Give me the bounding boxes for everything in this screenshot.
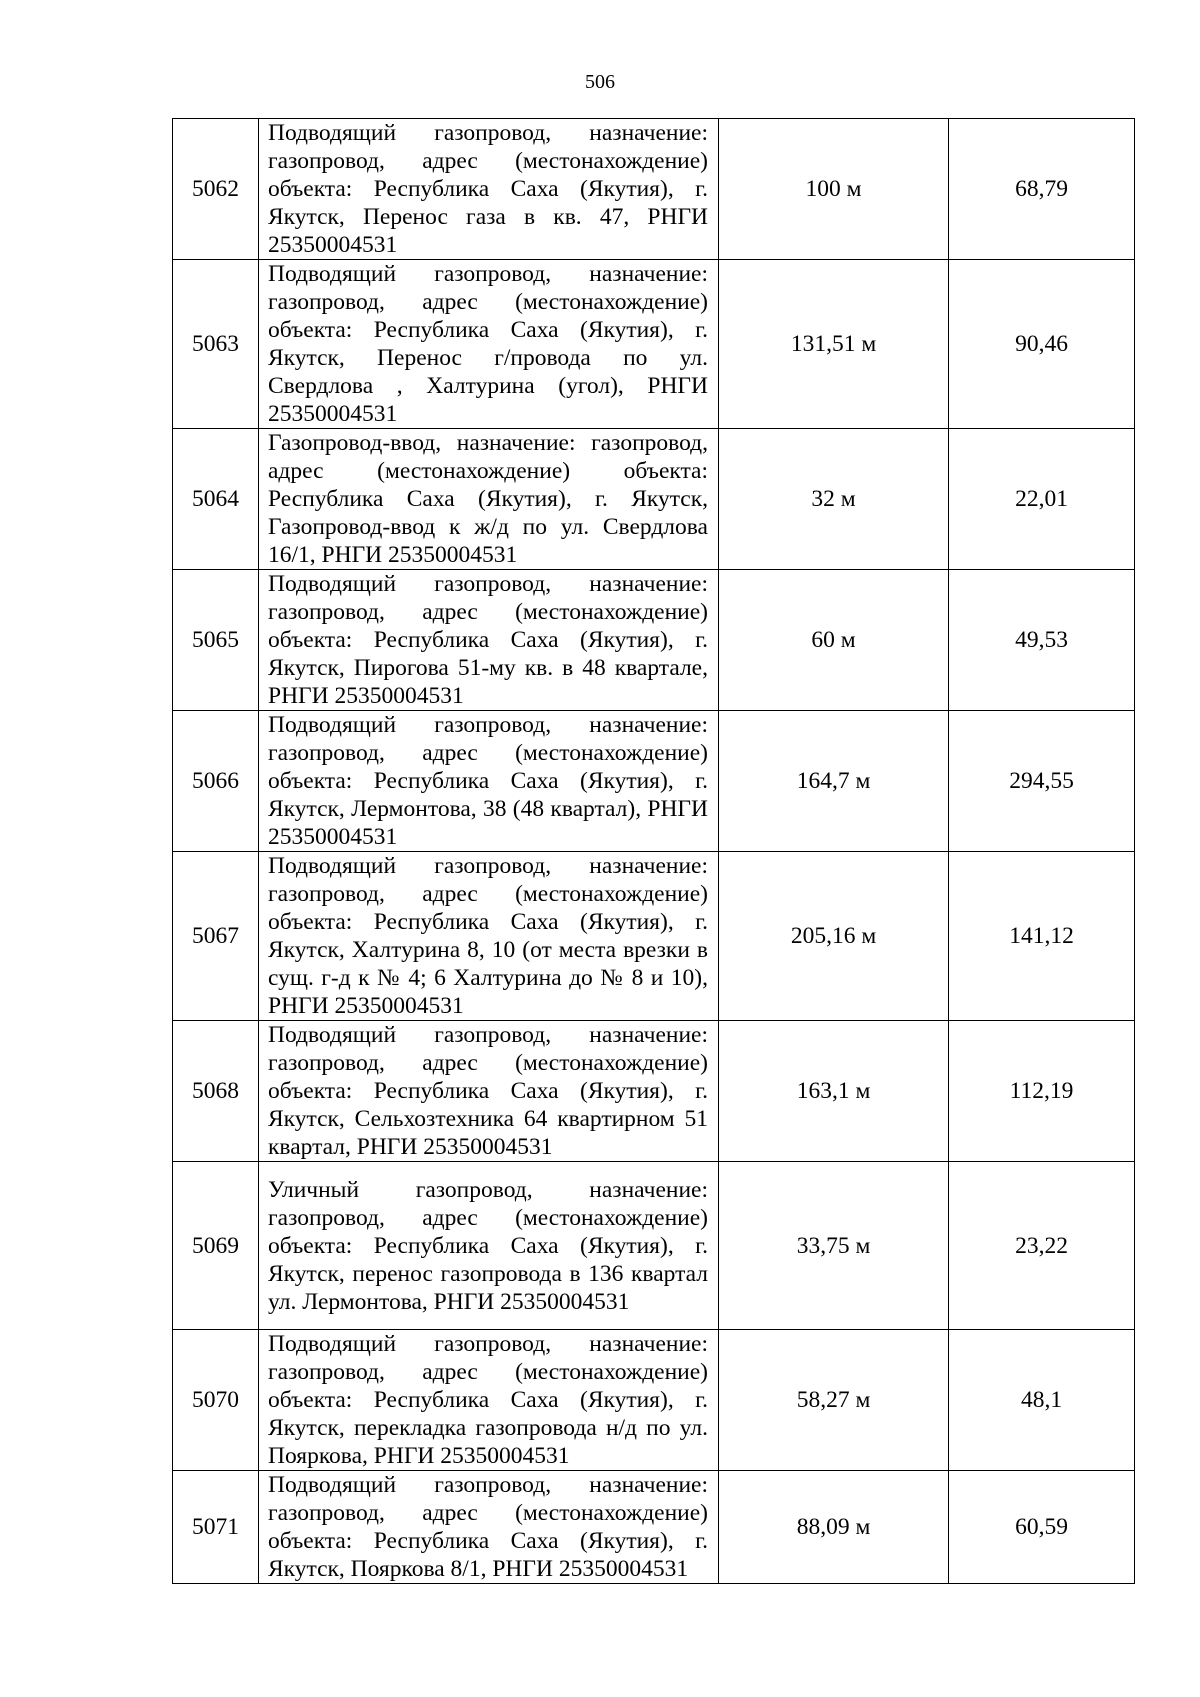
description-cell (259, 711, 719, 852)
description-text: Подводящий газопровод, назначение: газопровод, адрес (местонахождение) объекта: Республика Саха (Якутия), г. Якутск, Пирогова 51-му кв. в 48 квартале, РНГИ 25350004531 (268, 571, 708, 709)
length-cell: 58,27 м (719, 1330, 949, 1471)
row-number-cell: 5068 (173, 1021, 259, 1162)
length-cell: 60 м (719, 570, 949, 711)
description-text: Газопровод-ввод, назначение: газопровод, адрес (местонахождение) объекта: Республика Саха (Якутия), г. Якутск, Газопровод-ввод к ж/д по ул. Свердлова 16/1, РНГИ 25350004531 (268, 430, 708, 568)
description-cell (259, 852, 719, 1021)
value-cell: 22,01 (949, 429, 1135, 570)
description-cell (259, 429, 719, 570)
row-number-cell: 5062 (173, 119, 259, 260)
table-row (173, 1021, 1135, 1162)
table-row (173, 260, 1135, 429)
row-number-cell: 5071 (173, 1471, 259, 1584)
row-number-cell: 5067 (173, 852, 259, 1021)
length-cell: 205,16 м (719, 852, 949, 1021)
value-cell: 112,19 (949, 1021, 1135, 1162)
row-number-cell: 5069 (173, 1162, 259, 1330)
value-cell: 23,22 (949, 1162, 1135, 1330)
registry-table-body (173, 119, 1135, 1584)
row-number-cell: 5066 (173, 711, 259, 852)
table-row (173, 1162, 1135, 1330)
description-text: Подводящий газопровод, назначение: газопровод, адрес (местонахождение) объекта: Республика Саха (Якутия), г. Якутск, Перенос газа в кв. 47, РНГИ 25350004531 (268, 120, 708, 258)
description-cell (259, 1471, 719, 1584)
description-cell (259, 119, 719, 260)
description-text: Подводящий газопровод, назначение: газопровод, адрес (местонахождение) объекта: Республика Саха (Якутия), г. Якутск, Сельхозтехника 64 квартирном 51 квартал, РНГИ 25350004531 (268, 1022, 708, 1160)
length-cell: 163,1 м (719, 1021, 949, 1162)
table-row (173, 1471, 1135, 1584)
length-cell: 32 м (719, 429, 949, 570)
length-cell: 88,09 м (719, 1471, 949, 1584)
table-row (173, 570, 1135, 711)
description-text: Подводящий газопровод, назначение: газопровод, адрес (местонахождение) объекта: Республика Саха (Якутия), г. Якутск, Пояркова 8/1, РНГИ 25350004531 (268, 1472, 708, 1582)
length-cell: 100 м (719, 119, 949, 260)
table-row (173, 711, 1135, 852)
description-cell (259, 1330, 719, 1471)
description-text: Уличный газопровод, назначение: газопровод, адрес (местонахождение) объекта: Республика Саха (Якутия), г. Якутск, перенос газопровода в 136 квартал ул. Лермонтова, РНГИ 25350004531 (268, 1176, 708, 1315)
description-cell (259, 570, 719, 711)
value-cell: 49,53 (949, 570, 1135, 711)
length-cell: 164,7 м (719, 711, 949, 852)
value-cell: 294,55 (949, 711, 1135, 852)
value-cell: 60,59 (949, 1471, 1135, 1584)
table-row (173, 119, 1135, 260)
registry-table (172, 118, 1135, 1584)
table-row (173, 852, 1135, 1021)
row-number-cell: 5070 (173, 1330, 259, 1471)
value-cell: 141,12 (949, 852, 1135, 1021)
table-row (173, 1330, 1135, 1471)
length-cell: 131,51 м (719, 260, 949, 429)
page-number: 506 (585, 71, 615, 93)
length-cell: 33,75 м (719, 1162, 949, 1330)
description-text: Подводящий газопровод, назначение: газопровод, адрес (местонахождение) объекта: Республика Саха (Якутия), г. Якутск, Лермонтова, 38 (48 квартал), РНГИ 25350004531 (268, 712, 708, 850)
row-number-cell: 5064 (173, 429, 259, 570)
value-cell: 48,1 (949, 1330, 1135, 1471)
description-cell (259, 1021, 719, 1162)
description-cell (259, 260, 719, 429)
description-text: Подводящий газопровод, назначение: газопровод, адрес (местонахождение) объекта: Республика Саха (Якутия), г. Якутск, Халтурина 8, 10 (от места врезки в сущ. г-д к № 4; 6 Халтурина до № 8 и 10), РНГИ 25350004531 (268, 853, 708, 1019)
description-text: Подводящий газопровод, назначение: газопровод, адрес (местонахождение) объекта: Республика Саха (Якутия), г. Якутск, перекладка газопровода н/д по ул. Пояркова, РНГИ 25350004531 (268, 1331, 708, 1469)
row-number-cell: 5065 (173, 570, 259, 711)
value-cell: 90,46 (949, 260, 1135, 429)
description-cell (259, 1162, 719, 1330)
value-cell: 68,79 (949, 119, 1135, 260)
row-number-cell: 5063 (173, 260, 259, 429)
description-text: Подводящий газопровод, назначение: газопровод, адрес (местонахождение) объекта: Республика Саха (Якутия), г. Якутск, Перенос г/провода по ул. Свердлова , Халтурина (угол), РНГИ 25350004531 (268, 261, 708, 427)
table-row (173, 429, 1135, 570)
